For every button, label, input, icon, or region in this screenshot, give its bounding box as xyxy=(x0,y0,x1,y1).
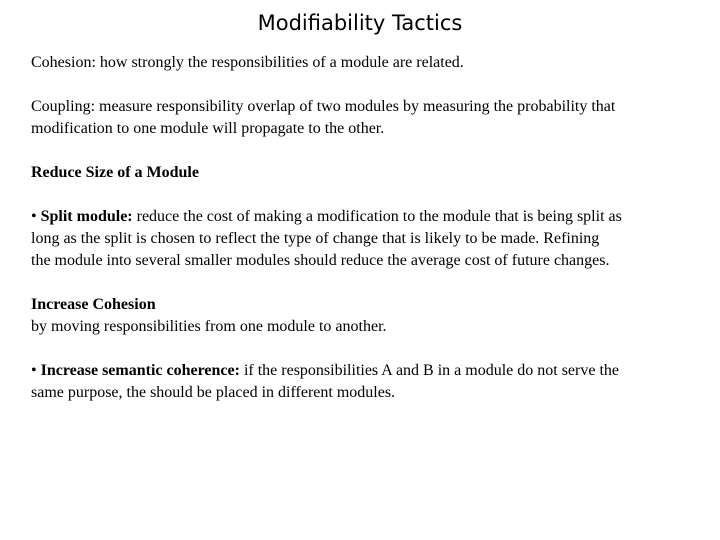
split-module-line-1 xyxy=(31,206,701,228)
coupling-line-1: Coupling: measure responsibility overlap of two modules by measuring the probability that xyxy=(31,98,616,115)
semantic-coherence-item xyxy=(31,360,701,404)
semantic-coherence-line-2: same purpose, the should be placed in different modules. xyxy=(31,384,396,401)
split-module-text-1: reduce the cost of making a modification to the module that is being split as xyxy=(132,208,622,225)
semantic-coherence-line-1 xyxy=(31,360,701,382)
bullet: • xyxy=(31,208,41,225)
increase-cohesion-section xyxy=(31,294,701,338)
semantic-coherence-term: Increase semantic coherence: xyxy=(40,362,240,379)
slide-title: Modifiability Tactics xyxy=(257,11,463,35)
cohesion-line: Cohesion: how strongly the responsibilities of a module are related. xyxy=(31,54,464,71)
cohesion-definition xyxy=(31,52,701,74)
coupling-line-2: modification to one module will propagate to the other. xyxy=(31,120,385,137)
reduce-size-heading-text: Reduce Size of a Module xyxy=(31,164,199,181)
split-module-line-3: the module into several smaller modules should reduce the average cost of future changes. xyxy=(31,252,610,269)
bullet: • xyxy=(31,362,41,379)
increase-cohesion-line: by moving responsibilities from one module to another. xyxy=(31,318,387,335)
increase-cohesion-heading: Increase Cohesion xyxy=(31,296,156,313)
semantic-coherence-text-1: if the responsibilities A and B in a module do not serve the xyxy=(239,362,620,379)
split-module-item xyxy=(31,206,701,272)
coupling-definition xyxy=(31,96,701,140)
slide-body xyxy=(31,52,701,426)
split-module-line-2: long as the split is chosen to reflect the type of change that is likely to be made. Refining xyxy=(31,230,600,247)
reduce-size-heading xyxy=(31,162,701,184)
split-module-term: Split module: xyxy=(40,208,133,225)
